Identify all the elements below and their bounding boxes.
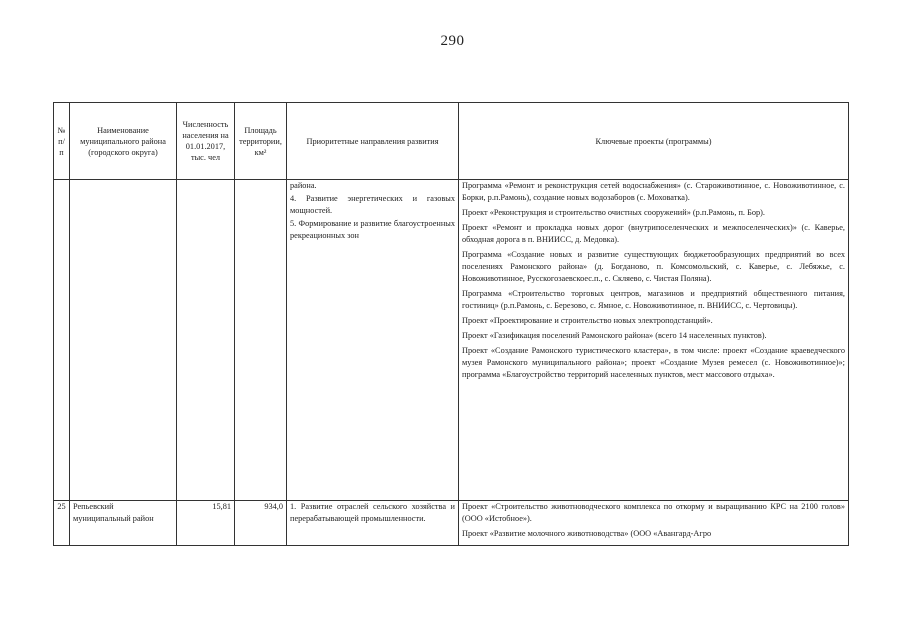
project-item: Проект «Реконструкция и строительство очистных сооружений» (р.п.Рамонь, п. Бор). [462, 208, 765, 217]
project-item: Программа «Создание новых и развитие существующих бюджетообразующих предприятий во всех поселениях Рамонского района» (д. Богданово, п. Комсомольский, с. Каверье, с. Лебяжье, с. Новоживотинное, Русскогозаевскоес.п., с. Скляево, с. Чистая Поляна). [462, 250, 845, 283]
header-num: № п/п [54, 103, 70, 180]
header-population: Численность населения на 01.01.2017, тыс. чел [177, 103, 235, 180]
cell-projects [459, 501, 849, 546]
cell-name: Репьевский муниципальный район [70, 501, 177, 546]
cell-population [177, 180, 235, 501]
project-item: Проект «Проектирование и строительство новых электроподстанций». [462, 316, 713, 325]
project-item: Проект «Ремонт и прокладка новых дорог (внутрипоселенческих и межпоселенческих)» (с. Каверье, обходная дорога в п. ВНИИСС, д. Медовка). [462, 223, 845, 244]
project-item: Проект «Строительство животноводческого комплекса по откорму и выращиванию КРС на 2100 голов» (ООО «Истобное»). [462, 502, 845, 523]
page-number: 290 [440, 33, 465, 49]
direction-item: 5. Формирование и развитие благоустроенных рекреационных зон [290, 219, 455, 240]
table-row [54, 501, 849, 546]
cell-projects [459, 180, 849, 501]
cell-directions [287, 501, 459, 546]
municipal-projects-table [53, 102, 849, 546]
direction-item: 1. Развитие отраслей сельского хозяйства и перерабатывающей промышленности. [290, 502, 455, 523]
header-projects: Ключевые проекты (программы) [459, 103, 849, 180]
project-item: Программа «Строительство торговых центров, магазинов и предприятий общественного питания, гостиниц» (р.п.Рамонь, с. Березово, с. Ямное, с. Новоживотинное, п. ВНИИСС, с. Чертовицы). [462, 289, 845, 310]
table-row [54, 180, 849, 501]
project-item: Программа «Ремонт и реконструкция сетей водоснабжения» (с. Староживотинное, с. Новоживотинное, с. Борки, р.п.Рамонь), создание новых водозаборов (с. Моховатка). [462, 181, 845, 202]
cell-num [54, 180, 70, 501]
cell-directions [287, 180, 459, 501]
cell-num: 25 [54, 501, 70, 546]
table-header-row [54, 103, 849, 180]
project-item: Проект «Газификация поселений Рамонского района» (всего 14 населенных пунктов). [462, 331, 767, 340]
cell-name [70, 180, 177, 501]
header-directions: Приоритетные направления развития [287, 103, 459, 180]
cell-area [235, 180, 287, 501]
cell-area: 934,0 [235, 501, 287, 546]
direction-item: 4. Развитие энергетических и газовых мощностей. [290, 194, 455, 215]
project-item: Проект «Развитие молочного животноводства» (ООО «Авангард-Агро [462, 529, 712, 538]
cell-population: 15,81 [177, 501, 235, 546]
header-name: Наименование муниципального района (городского округа) [70, 103, 177, 180]
direction-item: района. [290, 181, 317, 190]
project-item: Проект «Создание Рамонского туристического кластера», в том числе: проект «Создание краеведческого музея Рамонского муниципального района»; проект «Создание Музея ремесел (с. Новоживотинное)»; программа «Благоустройство территорий населенных пунктов, мест массового отдыха». [462, 346, 845, 379]
header-area: Площадь территории, км² [235, 103, 287, 180]
